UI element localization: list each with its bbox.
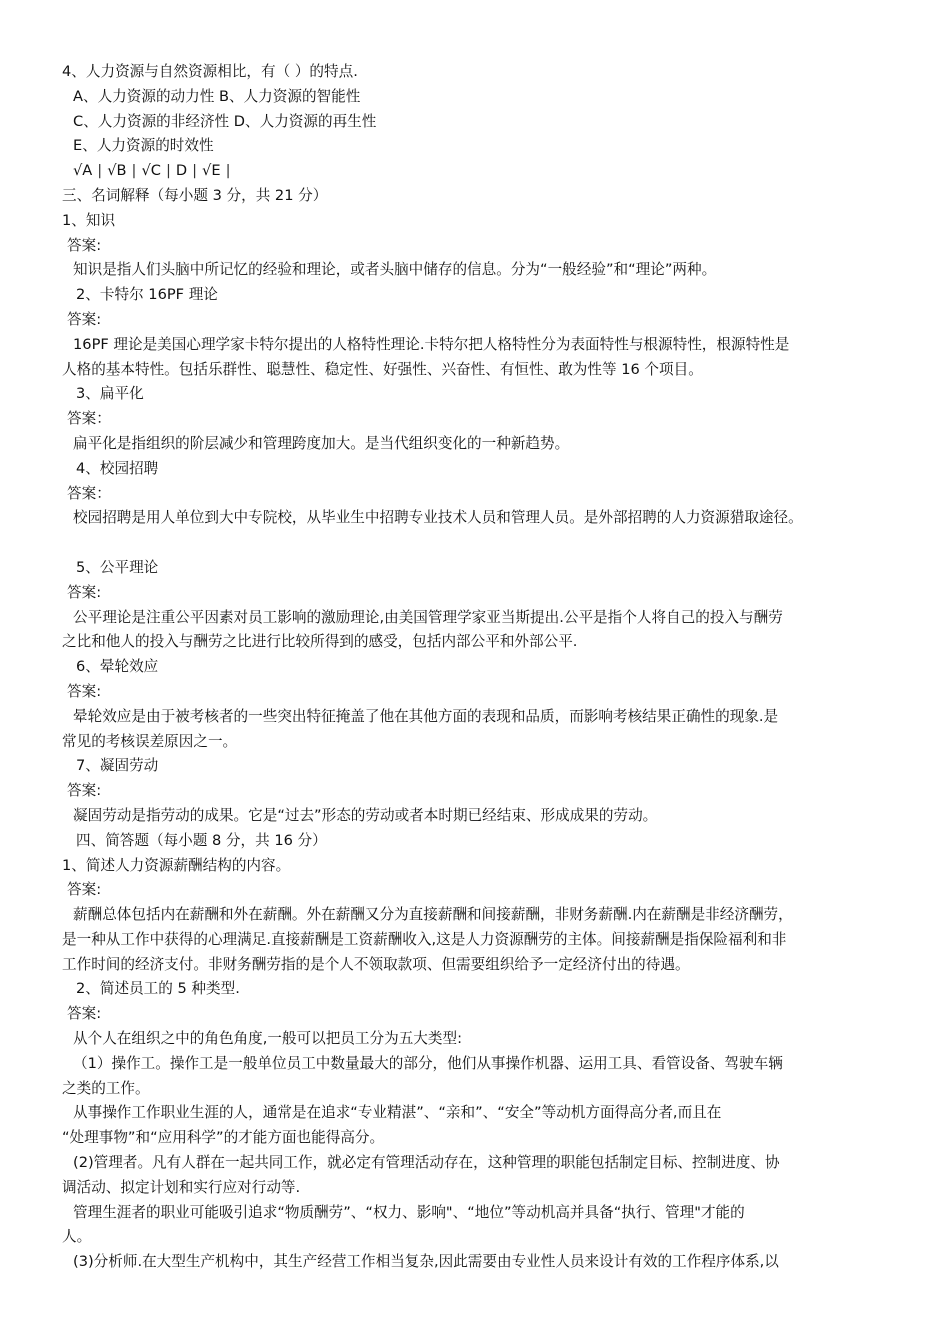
answer-separator: |	[165, 162, 171, 180]
section-4-heading: 四、简答题（每小题 8 分，共 16 分）	[76, 831, 327, 849]
answer-label: 答案:	[67, 310, 102, 328]
answer-label: 答案:	[67, 881, 102, 899]
definition-line: 16PF 理论是美国心理学家卡特尔提出的人格特性理论.卡特尔把人格特性分为表面特性与根源特性，根源特性是	[73, 335, 790, 353]
term-heading: 4、校园招聘	[76, 459, 159, 477]
answer-d: D	[175, 162, 188, 180]
definition-line: 知识是指人们头脑中所记忆的经验和理论，或者头脑中储存的信息。分为“一般经验”和“理论”两种。	[73, 261, 717, 279]
answer-line: “处理事物”和“应用科学”的才能方面也能得高分。	[62, 1129, 385, 1147]
term-heading: 1、知识	[62, 211, 116, 229]
definition-line: 扁平化是指组织的阶层减少和管理跨度加大。是当代组织变化的一种新趋势。	[73, 434, 570, 452]
answer-separator: |	[192, 162, 198, 180]
definition-line: 之比和他人的投入与酬劳之比进行比较所得到的感受，包括内部公平和外部公平.	[62, 633, 578, 651]
answer-separator: |	[97, 162, 103, 180]
term-heading: 5、公平理论	[76, 558, 159, 576]
q4-options-ab: A、人力资源的动力性 B、人力资源的智能性	[73, 87, 361, 105]
question-heading: 1、简述人力资源薪酬结构的内容。	[62, 856, 291, 874]
q4-options-cd: C、人力资源的非经济性 D、人力资源的再生性	[73, 112, 377, 130]
answer-separator: |	[225, 162, 231, 180]
term-heading: 7、凝固劳动	[76, 757, 159, 775]
answer-label: 答案:	[67, 1005, 102, 1023]
answer-separator: |	[131, 162, 137, 180]
blank-line	[62, 531, 902, 556]
section-3-heading: 三、名词解释（每小题 3 分，共 21 分）	[62, 186, 328, 204]
answer-line: （1）操作工。操作工是一般单位员工中数量最大的部分，他们从事操作机器、运用工具、看管设备、驾驶车辆	[73, 1054, 783, 1072]
answer-label: 答案：	[67, 484, 111, 502]
answer-line: 从事操作工作职业生涯的人，通常是在追求“专业精湛”、“亲和”、“安全”等动机方面得高分者,而且在	[73, 1104, 722, 1122]
definition-line: 校园招聘是用人单位到大中专院校，从毕业生中招聘专业技术人员和管理人员。是外部招聘的人力资源猎取途径。	[73, 509, 803, 527]
answer-intro: 从个人在组织之中的角色角度,一般可以把员工分为五大类型:	[73, 1030, 462, 1048]
answer-line: 之类的工作。	[62, 1079, 150, 1097]
answer-line: 工作时间的经济支付。非财务酬劳指的是个人不领取款项、但需要组织给予一定经济付出的待遇。	[62, 955, 690, 973]
answer-b: √B	[107, 162, 127, 180]
term-heading: 3、扁平化	[76, 385, 144, 403]
answer-line: 薪酬总体包括内在薪酬和外在薪酬。外在薪酬又分为直接薪酬和间接薪酬，非财务薪酬.内在薪酬是非经济酬劳，	[73, 906, 793, 924]
answer-label: 答案:	[67, 782, 102, 800]
answer-label: 答案:	[67, 682, 102, 700]
definition-line: 常见的考核误差原因之一。	[62, 732, 238, 750]
answer-c: √C	[141, 162, 161, 180]
question-heading: 2、简述员工的 5 种类型.	[76, 980, 240, 998]
answer-label: 答案:	[67, 236, 102, 254]
q4-answer-row	[62, 159, 902, 184]
document-page	[62, 60, 902, 1275]
answer-line: 人。	[62, 1228, 92, 1246]
definition-line: 凝固劳动是指劳动的成果。它是“过去”形态的劳动或者本时期已经结束、形成成果的劳动。	[73, 806, 658, 824]
answer-label: 答案：	[67, 410, 111, 428]
definition-line: 公平理论是注重公平因素对员工影响的激励理论,由美国管理学家亚当斯提出.公平是指个人将自己的投入与酬劳	[73, 608, 783, 626]
answer-e: √E	[202, 162, 221, 180]
definition-line: 人格的基本特性。包括乐群性、聪慧性、稳定性、好强性、兴奋性、有恒性、敢为性等 16 个项目。	[62, 360, 703, 378]
q4-stem: 4、人力资源与自然资源相比，有（ ）的特点.	[62, 63, 358, 80]
answer-line: 调活动、拟定计划和实行应对行动等.	[62, 1178, 301, 1196]
answer-a: √A	[73, 162, 93, 180]
definition-line: 晕轮效应是由于被考核者的一些突出特征掩盖了他在其他方面的表现和品质，而影响考核结果正确性的现象.是	[73, 707, 779, 725]
answer-line: 管理生涯者的职业可能吸引追求“物质酬劳”、“权力、影响"、“地位”等动机高并具备“执行、管理"才能的	[73, 1203, 745, 1221]
term-heading: 2、卡特尔 16PF 理论	[76, 286, 218, 304]
answer-line: 是一种从工作中获得的心理满足.直接薪酬是工资薪酬收入,这是人力资源酬劳的主体。间接薪酬是指保险福利和非	[62, 930, 787, 948]
answer-line: (2)管理者。凡有人群在一起共同工作，就必定有管理活动存在，这种管理的职能包括制定目标、控制进度、协	[73, 1154, 780, 1172]
q4-option-e: E、人力资源的时效性	[73, 137, 214, 155]
answer-label: 答案:	[67, 583, 102, 601]
term-heading: 6、晕轮效应	[76, 658, 159, 676]
answer-line: (3)分析师.在大型生产机构中，其生产经营工作相当复杂,因此需要由专业性人员来设计有效的工作程序体系,以	[73, 1253, 779, 1271]
